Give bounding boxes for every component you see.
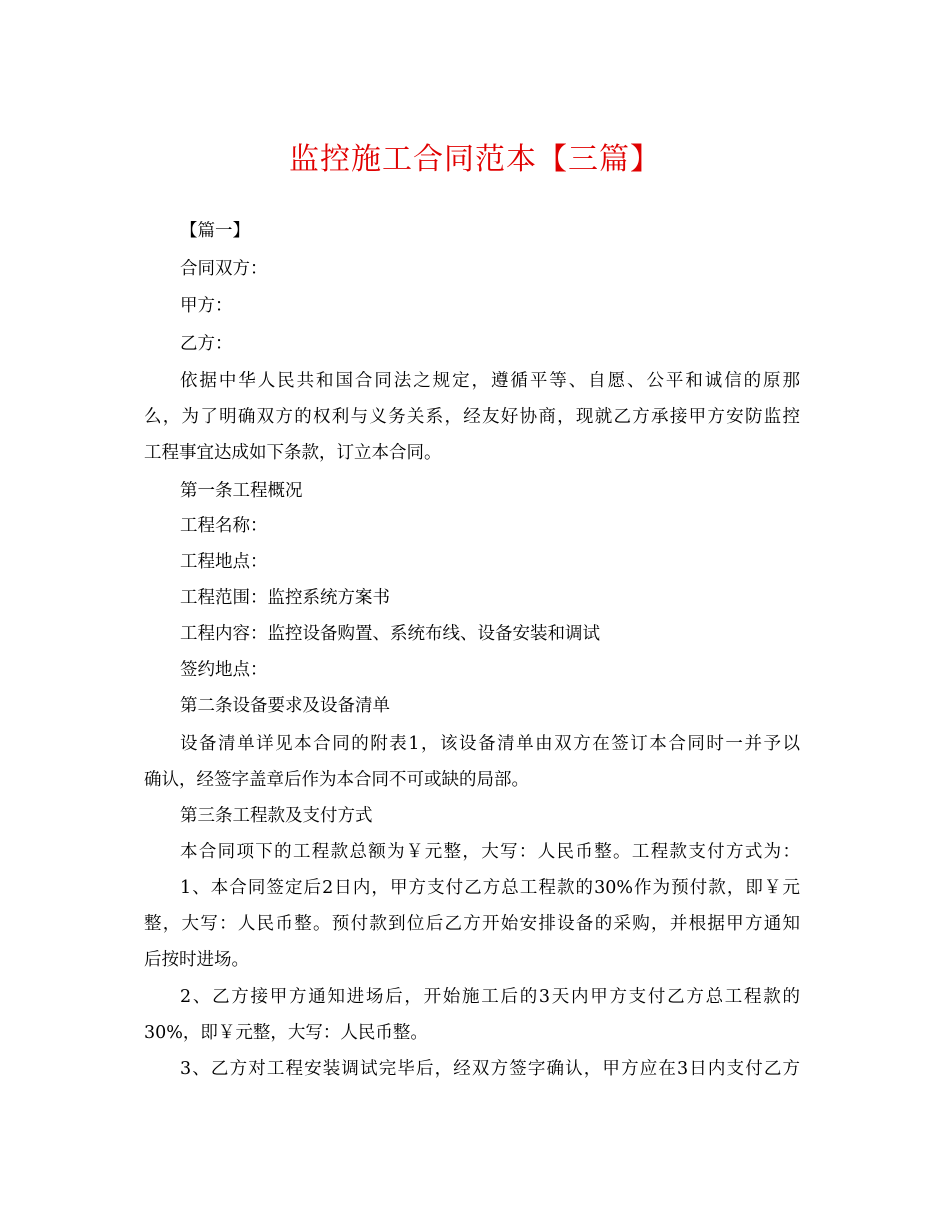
payment-item-1-line-2: 整，大写：人民币整。预付款到位后乙方开始安排设备的采购，并根据甲方通知 [144, 914, 800, 934]
payment-item-3-line-1: 3、乙方对工程安装调试完毕后，经双方签字确认，甲方应在3日内支付乙方 [180, 1059, 800, 1079]
contract-parties-label: 合同双方： [180, 259, 268, 279]
project-name-field: 工程名称： [180, 516, 268, 536]
equipment-list-line-1: 设备清单详见本合同的附表1，该设备清单由双方在签订本合同时一并予以 [180, 734, 800, 754]
payment-item-1-line-1: 1、本合同签定后2日内，甲方支付乙方总工程款的30%作为预付款，即￥元 [180, 878, 800, 898]
article-3-heading: 第三条工程款及支付方式 [180, 806, 373, 826]
payment-item-2-line-2: 30%，即￥元整，大写：人民币整。 [144, 1023, 428, 1043]
signing-location-field: 签约地点： [180, 660, 268, 680]
project-location-field: 工程地点： [180, 552, 268, 572]
payment-item-2-line-1: 2、乙方接甲方通知进场后，开始施工后的3天内甲方支付乙方总工程款的 [180, 987, 800, 1007]
article-1-heading: 第一条工程概况 [180, 481, 303, 501]
party-b-label: 乙方： [180, 334, 233, 354]
project-scope-field: 工程范围：监控系统方案书 [180, 588, 390, 608]
payment-total-line: 本合同项下的工程款总额为￥元整，大写：人民币整。工程款支付方式为： [180, 842, 800, 862]
payment-item-1-line-3: 后按时进场。 [144, 950, 249, 970]
article-2-heading: 第二条设备要求及设备清单 [180, 696, 390, 716]
section-heading-part-one: 【篇一】 [180, 221, 250, 241]
preamble-line-3: 工程事宜达成如下条款，订立本合同。 [144, 443, 442, 463]
project-content-field: 工程内容：监控设备购置、系统布线、设备安装和调试 [180, 624, 600, 644]
party-a-label: 甲方： [180, 296, 233, 316]
preamble-line-1: 依据中华人民共和国合同法之规定，遵循平等、自愿、公平和诚信的原那 [180, 371, 800, 391]
equipment-list-line-2: 确认，经签字盖章后作为本合同不可或缺的局部。 [144, 770, 529, 790]
preamble-line-2: 么，为了明确双方的权利与义务关系，经友好协商，现就乙方承接甲方安防监控 [144, 407, 800, 427]
document-title: 监控施工合同范本【三篇】 [289, 142, 661, 177]
